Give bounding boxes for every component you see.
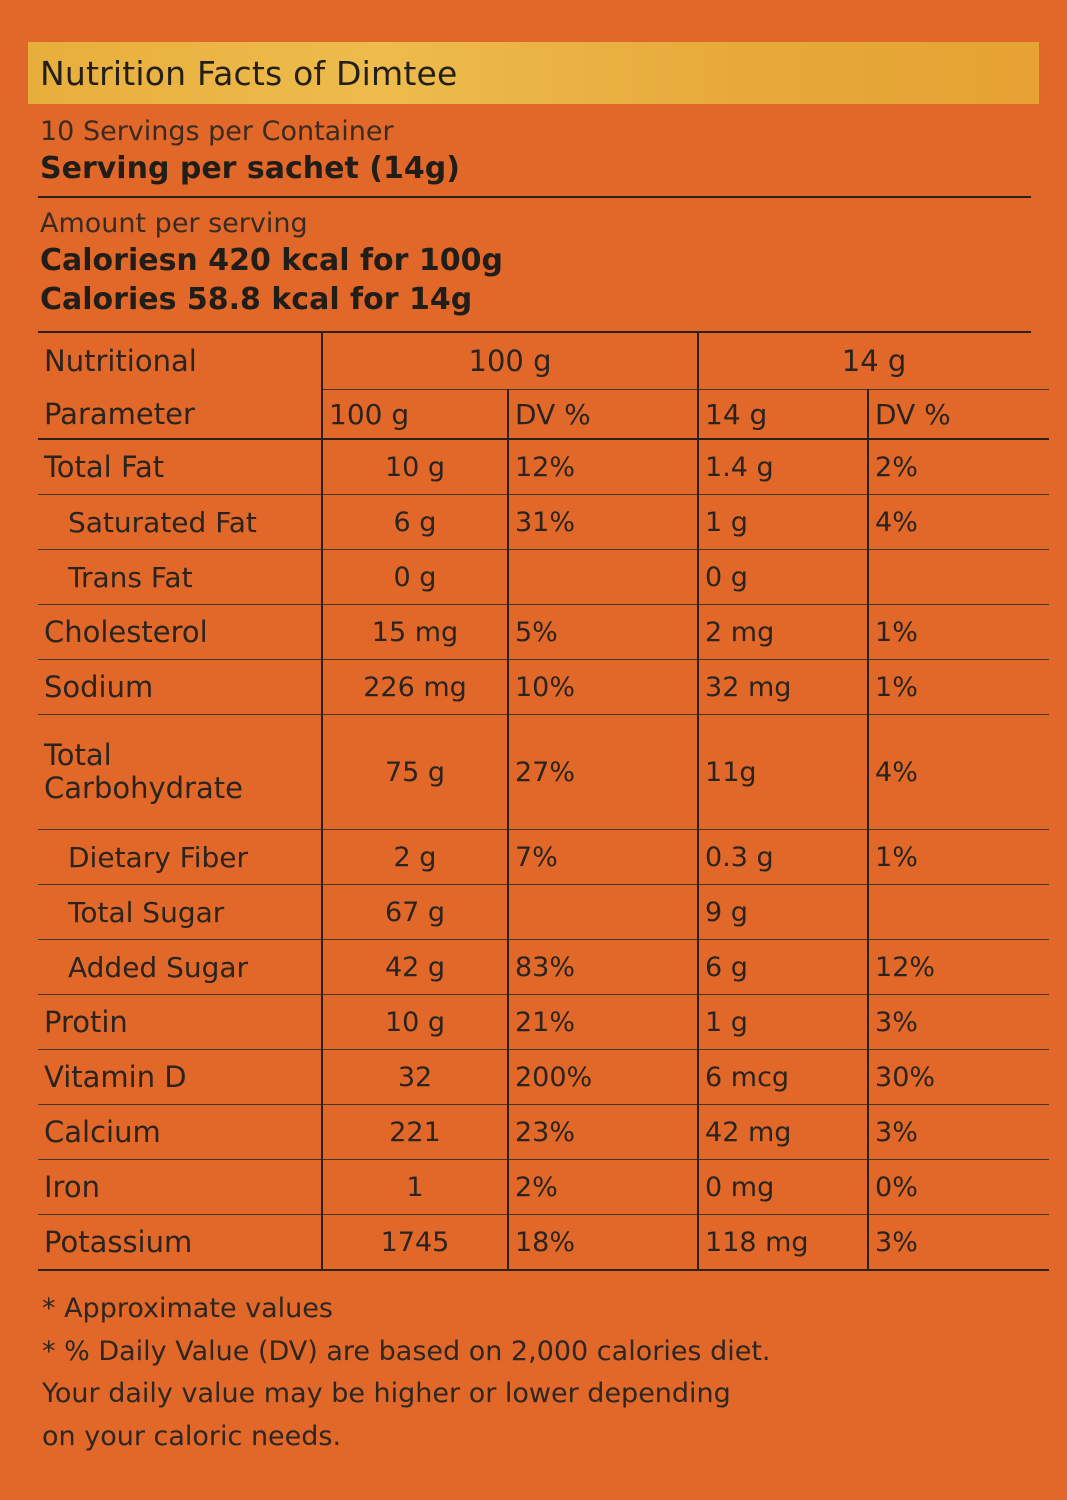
dv-100g: 31% <box>508 495 698 550</box>
dv-14g: 2% <box>868 439 1049 495</box>
dv-14g: 4% <box>868 495 1049 550</box>
value-100g: 15 mg <box>322 605 508 660</box>
dv-100g: 2% <box>508 1160 698 1215</box>
table-header-row-sub <box>38 390 1049 440</box>
value-14g: 6 mcg <box>698 1050 868 1105</box>
amount-per-serving-label: Amount per serving <box>40 208 308 239</box>
dv-100g: 21% <box>508 995 698 1050</box>
nutrient-name: Total Carbohydrate <box>38 715 322 830</box>
table-row <box>38 1160 1049 1215</box>
nutrient-name: Dietary Fiber <box>38 830 322 885</box>
param-header-line1: Nutritional <box>44 344 197 379</box>
table-row <box>38 830 1049 885</box>
table-row <box>38 885 1049 940</box>
serving-size: Serving per sachet (14g) <box>40 151 460 186</box>
table-row <box>38 1050 1049 1105</box>
dv-100g: 7% <box>508 830 698 885</box>
dv-100g: 27% <box>508 715 698 830</box>
value-100g: 0 g <box>322 550 508 605</box>
value-14g: 9 g <box>698 885 868 940</box>
nutrient-name: Calcium <box>38 1105 322 1160</box>
nutrient-name: Iron <box>38 1160 322 1215</box>
value-100g: 10 g <box>322 995 508 1050</box>
table-row <box>38 605 1049 660</box>
value-14g: 118 mg <box>698 1215 868 1271</box>
nutrient-name: Protin <box>38 995 322 1050</box>
table-row <box>38 1215 1049 1271</box>
value-14g: 1 g <box>698 495 868 550</box>
dv-14g: 1% <box>868 605 1049 660</box>
value-100g: 1 <box>322 1160 508 1215</box>
value-14g: 0.3 g <box>698 830 868 885</box>
nutrient-name: Trans Fat <box>38 550 322 605</box>
nutrient-name: Potassium <box>38 1215 322 1271</box>
group-header-14g: 14 g <box>698 333 1049 390</box>
nutrient-name: Cholesterol <box>38 605 322 660</box>
value-14g: 32 mg <box>698 660 868 715</box>
subheader-100g-dv: DV % <box>508 390 698 440</box>
value-14g: 1.4 g <box>698 439 868 495</box>
dv-100g: 200% <box>508 1050 698 1105</box>
title-banner <box>28 42 1039 104</box>
footnote-line-1: * Approximate values <box>42 1293 333 1324</box>
value-100g: 2 g <box>322 830 508 885</box>
dv-100g <box>508 550 698 605</box>
value-14g: 11g <box>698 715 868 830</box>
dv-100g: 23% <box>508 1105 698 1160</box>
dv-14g <box>868 885 1049 940</box>
dv-14g: 1% <box>868 830 1049 885</box>
table-row <box>38 940 1049 995</box>
value-14g: 2 mg <box>698 605 868 660</box>
dv-14g: 4% <box>868 715 1049 830</box>
subheader-14g-amount: 14 g <box>698 390 868 440</box>
table-row <box>38 660 1049 715</box>
value-100g: 1745 <box>322 1215 508 1271</box>
dv-14g <box>868 550 1049 605</box>
servings-per-container: 10 Servings per Container <box>40 116 394 147</box>
divider-top <box>38 196 1031 198</box>
value-100g: 226 mg <box>322 660 508 715</box>
dv-100g: 83% <box>508 940 698 995</box>
nutrient-name: Vitamin D <box>38 1050 322 1105</box>
value-14g: 42 mg <box>698 1105 868 1160</box>
value-100g: 67 g <box>322 885 508 940</box>
table-header-row-groups <box>38 333 1049 390</box>
value-14g: 1 g <box>698 995 868 1050</box>
footnote-line-2: * % Daily Value (DV) are based on 2,000 calories diet. <box>42 1335 771 1367</box>
value-100g: 42 g <box>322 940 508 995</box>
nutrient-name: Saturated Fat <box>38 495 322 550</box>
nutrition-table <box>38 333 1049 1271</box>
value-100g: 32 <box>322 1050 508 1105</box>
table-row <box>38 550 1049 605</box>
dv-100g: 10% <box>508 660 698 715</box>
dv-100g <box>508 885 698 940</box>
table-row <box>38 995 1049 1050</box>
subheader-100g-amount: 100 g <box>322 390 508 440</box>
calories-per-100g: Caloriesn 420 kcal for 100g <box>40 243 504 278</box>
value-14g: 0 g <box>698 550 868 605</box>
nutrient-name: Sodium <box>38 660 322 715</box>
page-title: Nutrition Facts of Dimtee <box>40 53 458 93</box>
dv-14g: 3% <box>868 1215 1049 1271</box>
dv-100g: 5% <box>508 605 698 660</box>
nutrient-name: Total Sugar <box>38 885 322 940</box>
calories-per-serving: Calories 58.8 kcal for 14g <box>40 282 473 317</box>
value-100g: 221 <box>322 1105 508 1160</box>
dv-100g: 12% <box>508 439 698 495</box>
dv-14g: 30% <box>868 1050 1049 1105</box>
value-14g: 0 mg <box>698 1160 868 1215</box>
table-row <box>38 439 1049 495</box>
value-100g: 75 g <box>322 715 508 830</box>
footnote-line-4: on your caloric needs. <box>42 1420 342 1452</box>
param-header-line2: Parameter <box>38 390 322 440</box>
value-100g: 6 g <box>322 495 508 550</box>
value-14g: 6 g <box>698 940 868 995</box>
dv-14g: 3% <box>868 1105 1049 1160</box>
dv-14g: 12% <box>868 940 1049 995</box>
dv-14g: 0% <box>868 1160 1049 1215</box>
subheader-14g-dv: DV % <box>868 390 1049 440</box>
nutrient-name: Added Sugar <box>38 940 322 995</box>
footnotes <box>42 1289 1039 1457</box>
dv-14g: 1% <box>868 660 1049 715</box>
footnote-line-3: Your daily value may be higher or lower depending <box>42 1378 731 1409</box>
table-row <box>38 495 1049 550</box>
dv-14g: 3% <box>868 995 1049 1050</box>
group-header-100g: 100 g <box>322 333 698 390</box>
nutrient-name: Total Fat <box>38 439 322 495</box>
table-row <box>38 1105 1049 1160</box>
value-100g: 10 g <box>322 439 508 495</box>
dv-100g: 18% <box>508 1215 698 1271</box>
table-row <box>38 715 1049 830</box>
